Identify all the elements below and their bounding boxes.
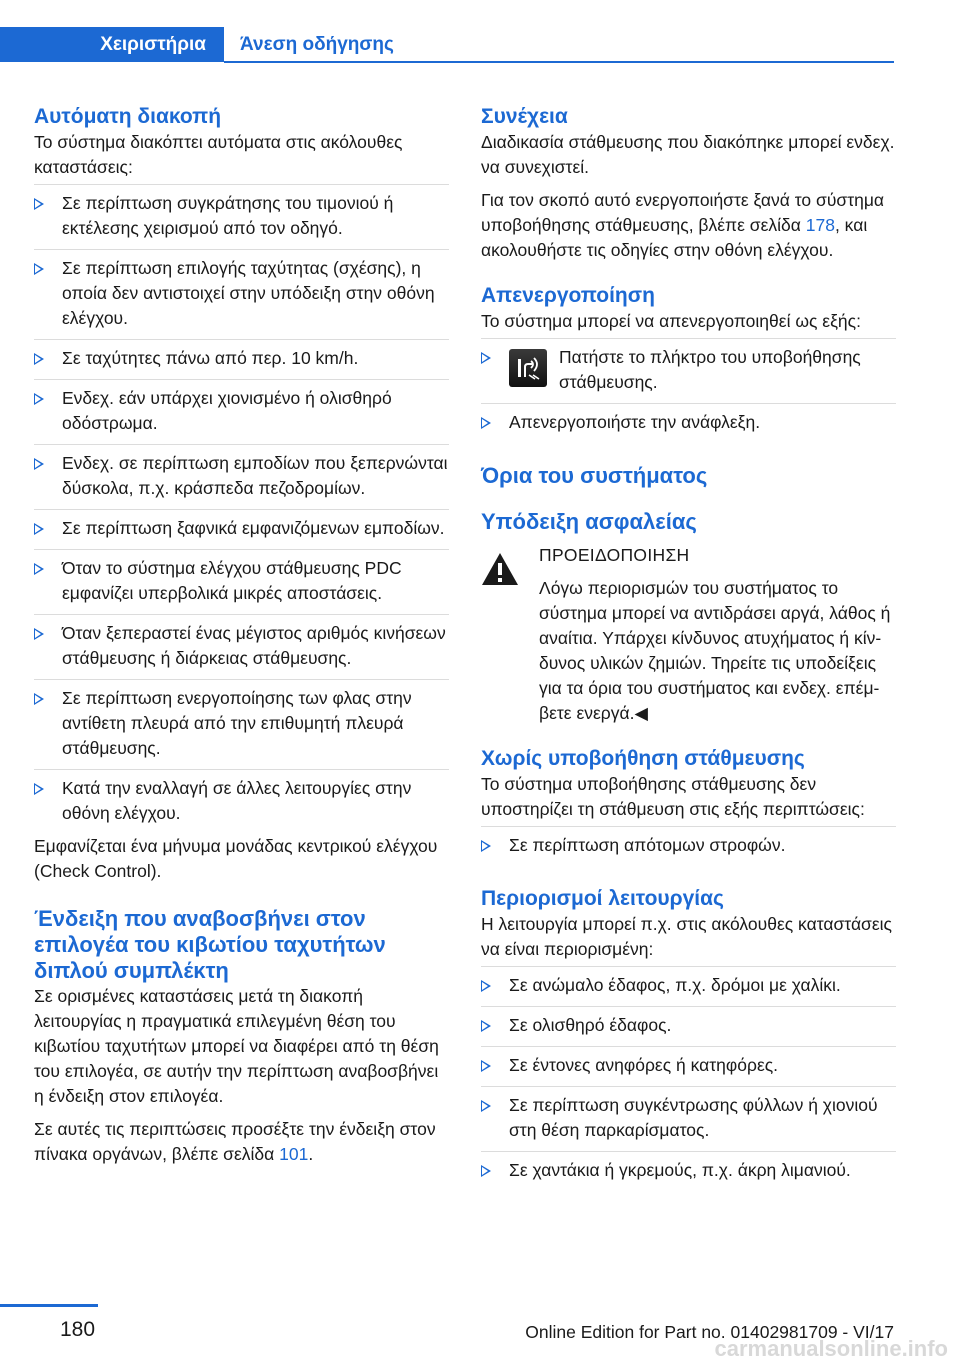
bullet-triangle-icon: [481, 1165, 491, 1177]
list-item: Σε περίπτωση συγκέντρωσης φύλλων ή χιονιού στη θέση παρκαρίσματος.: [481, 1086, 896, 1151]
section-title: Περιορισμοί λειτουργίας: [481, 887, 724, 910]
footer-rule: [0, 1304, 98, 1307]
section-automatic-stop: [34, 104, 449, 884]
left-column: [34, 104, 449, 1167]
bullet-triangle-icon: [481, 417, 491, 429]
tab-controls[interactable]: Χειριστήρια: [0, 27, 224, 62]
list-item: Πατήστε το πλήκτρο του υποβοήθησης στάθμευσης.: [481, 338, 896, 403]
list-item: Σε περίπτωση ενεργοποίησης των φλας στην αντίθετη πλευρά από την επιθυμητή πλευρά στάθμευσης.: [34, 679, 449, 769]
right-column: [481, 104, 896, 1191]
bullet-list: [34, 184, 449, 834]
bullet-triangle-icon: [481, 980, 491, 992]
section-intro: Το σύστημα διακόπτει αυτόματα στις ακόλουθες καταστάσεις:: [34, 132, 403, 177]
page-link-178[interactable]: 178: [805, 215, 835, 235]
list-item: Σε ταχύτητες πάνω από περ. 10 km/h.: [34, 339, 449, 379]
bullet-triangle-icon: [481, 1060, 491, 1072]
list-item: Σε περίπτωση απότομων στροφών.: [481, 826, 896, 866]
paragraph: Σε ορισμένες καταστάσεις μετά τη διακοπή λειτουργίας η πραγματικά επιλεγμένη θέση του κιβωτίου ταχυτήτων μπορεί να διαφέρει από τη θέση του επιλογέα, σε αυτήν την περίπτωση αναβοσβήνει η ένδειξη στον επιλογέα.: [34, 986, 439, 1106]
bullet-triangle-icon: [34, 458, 44, 470]
bullet-triangle-icon: [34, 263, 44, 275]
warning-triangle-icon: [481, 551, 519, 587]
section-flashing-indicator: [34, 906, 449, 1167]
list-item: Κατά την εναλλαγή σε άλλες λειτουργίες στην οθόνη ελέγχου.: [34, 769, 449, 834]
page-link-101[interactable]: 101: [279, 1144, 309, 1164]
section-function-limits: [481, 886, 896, 1191]
list-item: Ενδεχ. σε περίπτωση εμποδίων που ξεπερνώνται δύσκολα, π.χ. κράσπεδα πεζοδρομίων.: [34, 444, 449, 509]
section-title: Αυτόματη διακοπή: [34, 105, 222, 128]
watermark: carmanualsonline.info: [714, 1336, 948, 1361]
list-item: Σε περίπτωση συγκράτησης του τιμονιού ή εκτέλεσης χειρισμού από τον οδηγό.: [34, 184, 449, 249]
bullet-list: [481, 338, 896, 443]
bullet-triangle-icon: [34, 563, 44, 575]
section-intro: Το σύστημα μπορεί να απενεργοποιηθεί ως εξής:: [481, 311, 861, 331]
section-safety-note: [481, 509, 896, 726]
section-title: Χωρίς υποβοήθηση στάθμευσης: [481, 747, 805, 770]
section-intro: Το σύστημα υποβοήθησης στάθμευσης δεν υποστηρίζει τη στάθμευση στις εξής περιπτώσεις:: [481, 774, 865, 819]
list-item: Όταν το σύστημα ελέγχου στάθμευσης PDC εμφανίζει υπερβολικά μικρές αποστάσεις.: [34, 549, 449, 614]
bullet-triangle-icon: [481, 1100, 491, 1112]
paragraph: Διαδικασία στάθμευσης που διακόπηκε μπορεί ενδεχ. να συνεχιστεί.: [481, 132, 895, 177]
section-system-limits: [481, 463, 896, 489]
section-deactivation: [481, 283, 896, 443]
bullet-list: [481, 826, 896, 866]
bullet-triangle-icon: [34, 783, 44, 795]
section-outro: Εμφανίζεται ένα μήνυμα μονάδας κεντρικού ελέγχου (Check Control).: [34, 836, 438, 881]
section-continue: [481, 104, 896, 263]
bullet-triangle-icon: [34, 353, 44, 365]
list-item: Σε έντονες ανηφόρες ή κατηφόρες.: [481, 1046, 896, 1086]
list-item: Σε ολισθηρό έδαφος.: [481, 1006, 896, 1046]
page-number: 180: [60, 1318, 96, 1341]
warning-box: [481, 543, 896, 726]
list-item: Σε περίπτωση ξαφνικά εμφανιζόμενων εμποδίων.: [34, 509, 449, 549]
bullet-triangle-icon: [34, 523, 44, 535]
section-title: Ένδειξη που αναβοσβήνει στον επιλογέα του κιβωτίου ταχυτήτων διπλού συμπλέκτη: [34, 906, 386, 983]
warning-text: Λόγω περιορισμών του συστήματος το σύστημα μπορεί να αντιδράσει αργά, λάθος ή αναίτια. Υπάρχει κίνδυνος ατυχήματος ή κίνδυνος υλικών ζημιών. Τηρείτε τις υποδείξεις για τα όρια του συστήματος και ενδεχ. επέμβετε ενεργά.◀: [539, 578, 891, 723]
bullet-triangle-icon: [481, 1020, 491, 1032]
list-item: Σε χαντάκια ή γκρεμούς, π.χ. άκρη λιμανιού.: [481, 1151, 896, 1191]
section-title: Απενεργοποίηση: [481, 284, 655, 307]
section-title: Όρια του συστήματος: [481, 463, 708, 488]
list-item: Απενεργοποιήστε την ανάφλεξη.: [481, 403, 896, 443]
park-assist-button-icon: [509, 349, 547, 387]
bullet-triangle-icon: [34, 198, 44, 210]
bullet-triangle-icon: [34, 628, 44, 640]
page-header: [0, 0, 960, 66]
section-no-park-assist: [481, 746, 896, 866]
bullet-triangle-icon: [34, 393, 44, 405]
paragraph: Σε αυτές τις περιπτώσεις προσέξτε την ένδειξη στον πίνακα οργάνων, βλέπε σελίδα 101.: [34, 1119, 436, 1164]
bullet-triangle-icon: [481, 840, 491, 852]
list-item: Σε ανώμαλο έδαφος, π.χ. δρόμοι με χαλίκι.: [481, 966, 896, 1006]
paragraph: Για τον σκοπό αυτό ενεργοποιήστε ξανά το σύστημα υποβοήθησης στάθμευσης, βλέπε σελίδα 178, και ακολουθήστε τις οδηγίες στην οθόνη ελέγχου.: [481, 190, 885, 260]
section-title: Συνέχεια: [481, 105, 568, 128]
list-item: Σε περίπτωση επιλογής ταχύτητας (σχέσης), η οποία δεν αντιστοιχεί στην υπόδειξη στην οθόνη ελέγχου.: [34, 249, 449, 339]
section-title: Υπόδειξη ασφαλείας: [481, 509, 697, 534]
bullet-triangle-icon: [34, 693, 44, 705]
tab-driving-comfort[interactable]: Άνεση οδήγησης: [240, 33, 394, 55]
section-intro: Η λειτουργία μπορεί π.χ. στις ακόλουθες καταστάσεις να είναι περιορισμένη:: [481, 914, 892, 959]
parking-assist-icon: [513, 353, 543, 383]
edition-text: Online Edition for Part no. 01402981709 - VI/17: [525, 1322, 894, 1342]
bullet-list: [481, 966, 896, 1191]
list-item: Όταν ξεπεραστεί ένας μέγιστος αριθμός κινήσεων στάθμευσης ή διάρκειας στάθμευσης.: [34, 614, 449, 679]
bullet-triangle-icon: [481, 352, 491, 364]
list-item: Ενδεχ. εάν υπάρχει χιονισμένο ή ολισθηρό οδόστρωμα.: [34, 379, 449, 444]
header-rule: [224, 61, 894, 63]
warning-title: ΠΡΟΕΙΔΟΠΟΙΗΣΗ: [539, 545, 690, 565]
